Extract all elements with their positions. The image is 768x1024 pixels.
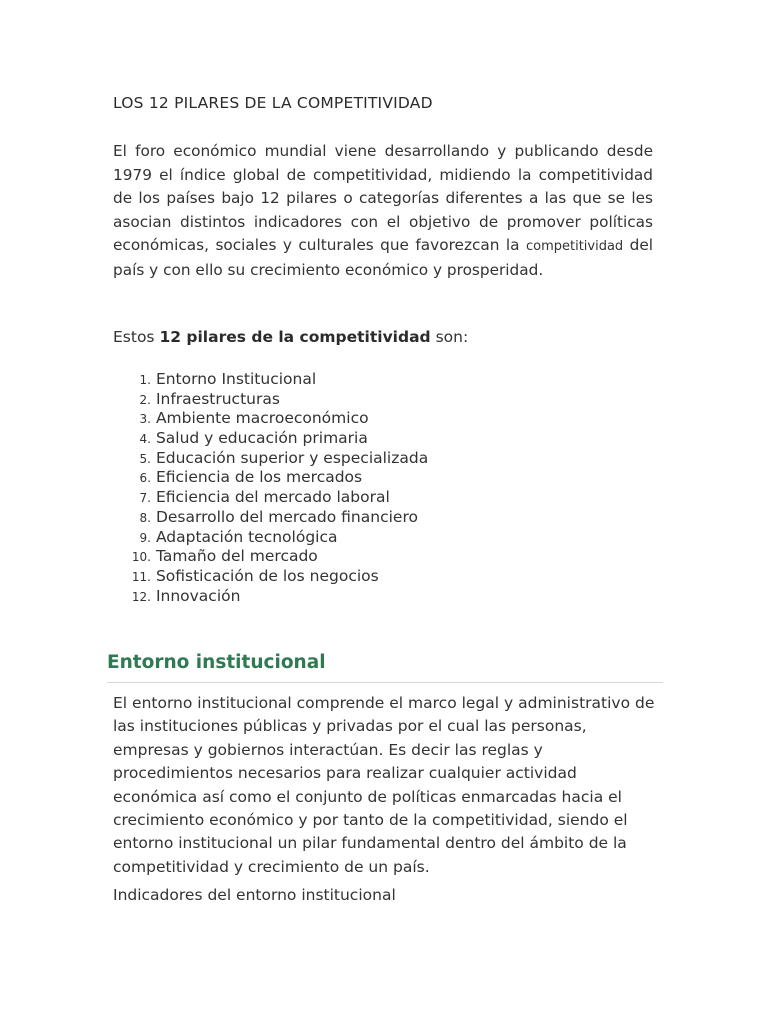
list-item-label: Educación superior y especializada	[155, 448, 429, 467]
list-item-number: 9.	[139, 530, 151, 545]
list-item-label: Infraestructuras	[155, 389, 280, 408]
list-item-number: 8.	[139, 510, 151, 525]
list-item	[113, 370, 428, 390]
page-title: LOS 12 PILARES DE LA COMPETITIVIDAD	[113, 94, 433, 112]
intro-term: competitividad	[525, 239, 624, 255]
list-item-label: Eficiencia del mercado laboral	[155, 488, 390, 507]
section-paragraph: El entorno institucional comprende el marco legal y administrativo de las instituciones públicas y privadas por el cual las personas, empresas y gobiernos interactúan. Es decir las reglas y procedimientos necesarios para realizar cualquier actividad económica así como el conjunto de políticas enmarcadas hacia el crecimiento económico y por tanto de la competitividad, siendo el entorno institucional un pilar fundamental dentro del ámbito de la competitividad y crecimiento de un país.	[113, 694, 655, 876]
list-item	[113, 409, 428, 429]
list-item-label: Adaptación tecnológica	[155, 527, 338, 546]
list-item-label: Eficiencia de los mercados	[155, 468, 363, 487]
list-item-label: Desarrollo del mercado financiero	[155, 507, 418, 526]
list-item-number: 4.	[139, 432, 151, 447]
list-item	[113, 390, 428, 410]
list-item-number: 10.	[131, 550, 151, 565]
list-item-label: Ambiente macroeconómico	[155, 409, 369, 428]
list-item	[113, 508, 428, 528]
list-item-number: 2.	[139, 392, 151, 407]
list-item	[113, 528, 428, 548]
list-item-number: 12.	[131, 589, 151, 604]
list-item-number: 5.	[139, 451, 151, 466]
list-item-number: 6.	[139, 471, 151, 486]
list-item-number: 3.	[139, 412, 151, 427]
list-item	[113, 587, 428, 607]
lead-suffix: son:	[430, 328, 469, 346]
list-item	[113, 429, 428, 449]
section-divider	[107, 682, 663, 683]
list-item-number: 11.	[131, 569, 151, 584]
list-item-number: 7.	[139, 491, 151, 506]
intro-text-start: El foro económico mundial viene desarrollando y publicando desde 1979 el índice global de competitividad, midiendo la competitividad de los países bajo 12 pilares o categorías diferentes a las que se les asocian distintos indicadores con el objetivo de promover políticas económicas, sociales y culturales que favorezcan la	[113, 142, 653, 255]
indicators-subheading: Indicadores del entorno institucional	[113, 886, 396, 904]
list-item-label: Salud y educación primaria	[155, 429, 368, 448]
intro-paragraph	[113, 140, 653, 283]
list-item	[113, 547, 428, 567]
list-item	[113, 449, 428, 469]
list-item	[113, 567, 428, 587]
section-heading: Entorno institucional	[107, 652, 326, 673]
lead-bold: 12 pilares de la competitividad	[159, 328, 431, 346]
list-item-label: Sofisticación de los negocios	[155, 566, 379, 585]
list-item	[113, 468, 428, 488]
list-item-number: 1.	[139, 373, 151, 387]
list-item-label: Entorno Institucional	[155, 370, 317, 388]
pillars-lead	[113, 328, 468, 346]
list-item	[113, 488, 428, 508]
lead-prefix: Estos	[113, 328, 160, 346]
list-item-label: Tamaño del mercado	[155, 547, 318, 566]
intro-text-end: del país y con ello su crecimiento económico y prosperidad.	[113, 236, 653, 279]
pillars-list	[113, 370, 428, 606]
list-item-label: Innovación	[155, 586, 241, 605]
